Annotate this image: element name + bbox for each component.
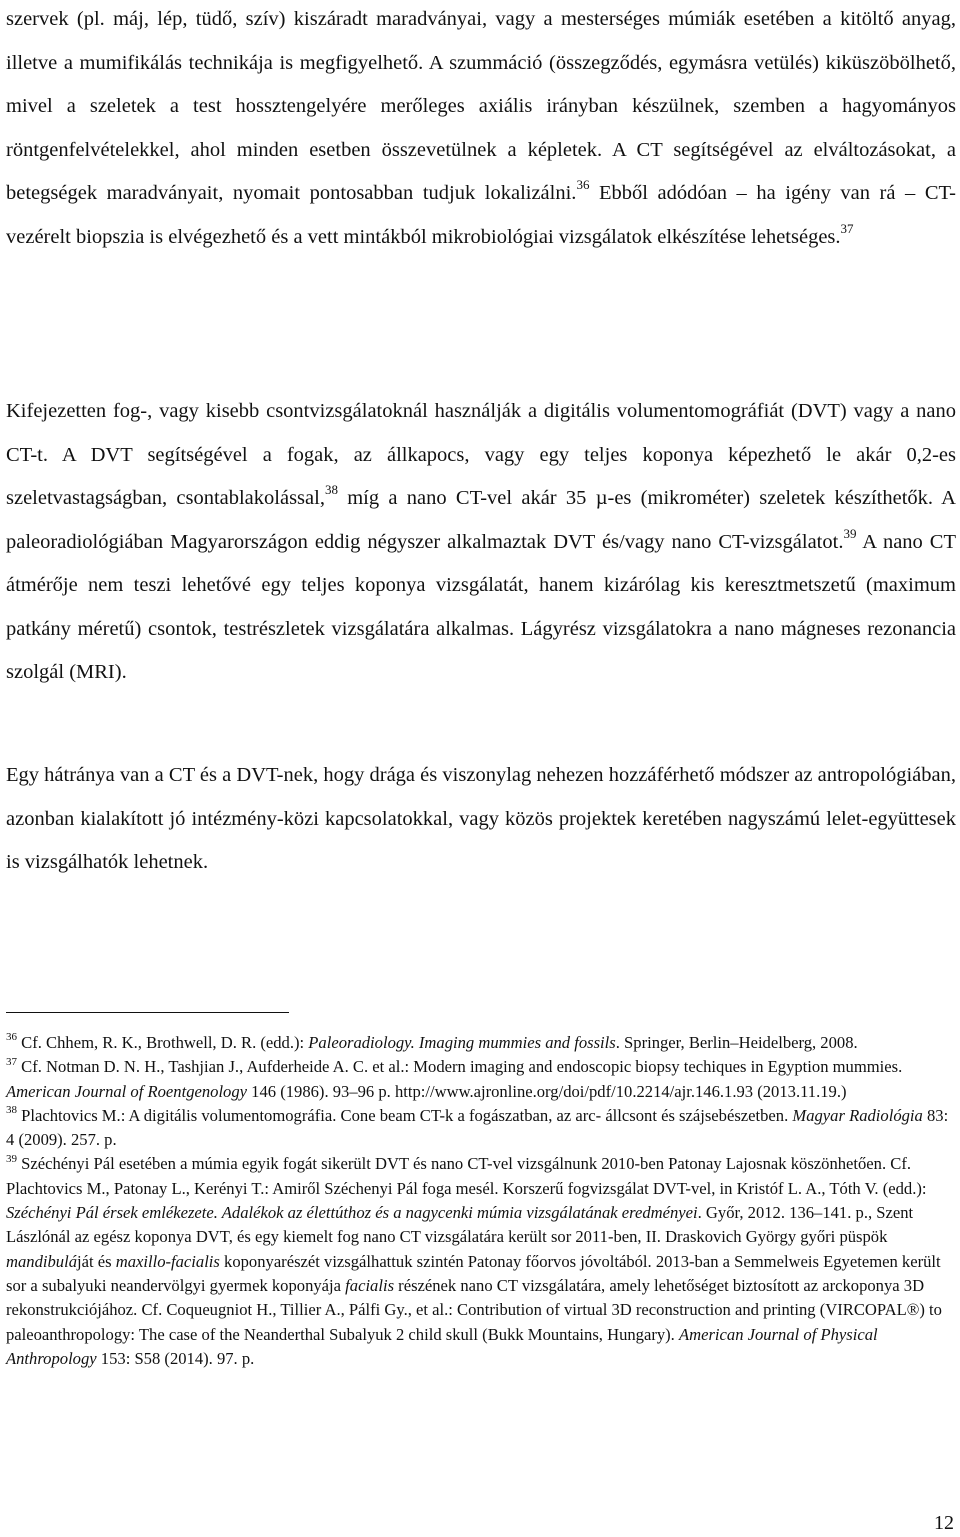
footnote-ref-36[interactable]: 36 <box>576 177 590 193</box>
paragraph-text <box>6 0 956 259</box>
italic-title: American Journal of Roentgenology <box>6 1081 248 1101</box>
text-segment-with-link[interactable]: 146 (1986). 93–96 p. http://www.ajronline.org/doi/pdf/10.2214/ajr.146.1.93 (2013.11.19.) <box>247 1081 847 1101</box>
footnote-39 <box>6 1152 950 1371</box>
footnote-number: 39 <box>6 1152 17 1165</box>
text-segment: Cf. Notman D. N. H., Tashjian J., Aufderheide A. C. et al.: Modern imaging and endoscopic biopsy techiques in Egyption mummies. <box>17 1057 903 1077</box>
italic-title: Magyar Radiológia <box>792 1105 923 1125</box>
footnote-38 <box>6 1104 950 1153</box>
text-segment: míg a nano CT-vel akár 35 µ-es (mikrométer) szeletek készíthetők. A paleoradiológiában Magyarországon eddig négyszer alkalmaztak DVT és/vagy nano CT-vizsgálatot. <box>6 487 956 553</box>
footnote-ref-37[interactable]: 37 <box>840 220 854 236</box>
text-segment: koponyarészét vizsgálhattuk szintén Patonay főorvos jóvoltából. 2013-ban a Semmelweis Egyetemen került sor a subalyuki neandervölgyi gyermek koponyája <box>6 1251 941 1295</box>
footnote-36 <box>6 1031 950 1055</box>
text-segment: 83: 4 (2009). 257. p. <box>6 1105 949 1150</box>
body-paragraph-1 <box>6 0 956 259</box>
text-segment: Plachtovics M.: A digitális volumentomográfia. Cone beam CT-k a fogászatban, az arc- állcsont és szájsebészetben. <box>17 1105 793 1125</box>
footnote-37 <box>6 1055 950 1104</box>
italic-term: maxillo-facialis <box>115 1251 220 1271</box>
footnote-number: 36 <box>6 1031 17 1044</box>
italic-term: facialis <box>345 1275 395 1295</box>
footnote-ref-39[interactable]: 39 <box>843 525 857 541</box>
text-segment: . Springer, Berlin–Heidelberg, 2008. <box>615 1033 858 1052</box>
paragraph-text <box>6 754 956 885</box>
text-segment: Széchényi Pál esetében a múmia egyik fogát sikerült DVT és nano CT-vel vizsgálnunk 2010-ben Patonay Lajosnak köszönhetően. Cf. Plachtovics M., Patonay L., Kerényi T.: Amiről Széchenyi Pál foga mesél. Korszerű fogvizsgálat DVT-vel, in Kristóf L. A., Tóth V. (edd.): <box>6 1154 927 1198</box>
body-paragraph-2 <box>6 390 956 695</box>
text-segment: Ebből adódóan – ha igény van rá – CT-vezérelt biopszia is elvégezhető és a vett mintákból mikrobiológiai vizsgálatok elkészítése lehetséges. <box>6 182 956 248</box>
footnote-separator <box>6 1012 289 1013</box>
page-number: 12 <box>934 1512 954 1534</box>
footnotes <box>6 1031 950 1371</box>
text-segment: szervek (pl. máj, lép, tüdő, szív) kiszáradt maradványai, vagy a mesterséges múmiák esetében a kitöltő anyag, illetve a mumifikálás technikája is megfigyelhető. A szummáció (összegződés, egymásra vetülés) kiküszöbölhető, mivel a szeletek a test hossztengelyére merőleges axiális irányban készülnek, szemben a hagyományos röntgenfelvételekkel, ahol minden esetben összevetülnek a képletek. A CT segítségével az elváltozásokat, a betegségek maradványait, nyomait pontosabban tudjuk lokalizálni. <box>6 8 956 204</box>
text-segment: A nano CT átmérője nem teszi lehetővé egy teljes koponya vizsgálatát, hanem kizárólag kis keresztmetszetű (maximum patkány méretű) csontok, testrészletek vizsgálatára alkalmas. Lágyrész vizsgálatokra a nano mágneses rezonancia szolgál (MRI). <box>6 530 956 683</box>
text-segment: Cf. Chhem, R. K., Brothwell, D. R. (edd.): <box>17 1033 309 1052</box>
text-segment: Egy hátránya van a CT és a DVT-nek, hogy drága és viszonylag nehezen hozzáférhető módszer az antropológiában, azonban kialakított jó intézmény-közi kapcsolatokkal, vagy közös projektek keretében nagyszámú lelet-együttesek is vizsgálhatók lehetnek. <box>6 764 956 873</box>
footnote-ref-38[interactable]: 38 <box>324 482 338 498</box>
text-segment: . Győr, 2012. 136–141. p., Szent Lászlónál az egész koponya DVT, és egy kiemelt fog nano CT vizsgálatára került sor 2011-ben, II. Draskovich György győri püspök <box>6 1203 914 1247</box>
text-segment: 153: S58 (2014). 97. p. <box>96 1348 255 1368</box>
italic-title: Paleoradiology. Imaging mummies and fossils <box>308 1033 616 1052</box>
footnote-number: 37 <box>6 1055 17 1068</box>
italic-title: American Journal of Physical Anthropology <box>6 1324 878 1368</box>
text-segment: részének nano CT vizsgálatára, amely lehetőséget biztosított az arckoponya 3D rekonstrukciójához. Cf. Coqueugniot H., Tillier A., Pálfi Gy., et al.: Contribution of virtual 3D reconstruction and printing (VIRCOPAL®) to paleoanthropology: The case of the Neanderthal Subalyuk 2 child skull (Bukk Mountains, Hungary). <box>6 1275 942 1344</box>
text-segment: ját és <box>77 1251 116 1271</box>
italic-title: Széchényi Pál érsek emlékezete. Adalékok az élettúthoz és a nagycenki múmia vizsgálatának eredményei <box>6 1203 698 1223</box>
body-paragraph-3 <box>6 754 956 885</box>
footnote-number: 38 <box>6 1104 17 1117</box>
italic-term: mandibulá <box>6 1251 77 1271</box>
text-segment: Kifejezetten fog-, vagy kisebb csontvizsgálatoknál használják a digitális volumentomográfiát (DVT) vagy a nano CT-t. A DVT segítségével a fogak, az állkapocs, vagy egy teljes koponya képezhető le akár 0,2-es szeletvastagságban, csontablakolással, <box>6 400 956 509</box>
paragraph-text <box>6 390 956 695</box>
